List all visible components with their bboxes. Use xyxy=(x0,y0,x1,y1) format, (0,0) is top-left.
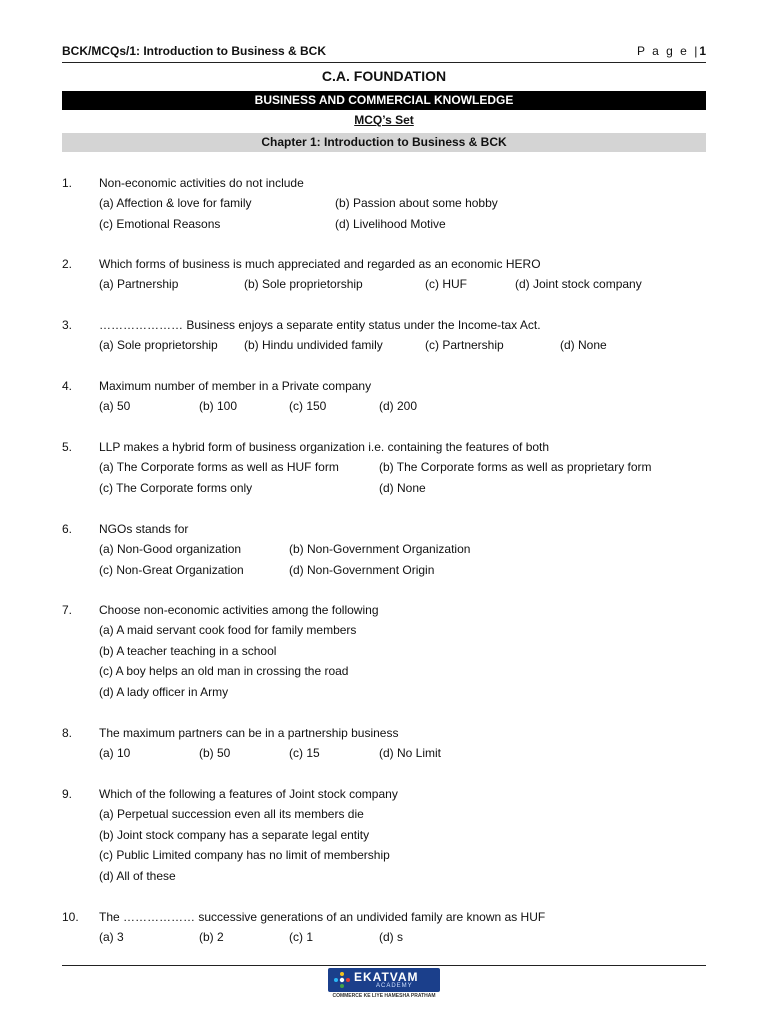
question-number: 7. xyxy=(62,603,73,617)
question-text: Which of the following a features of Joint stock company xyxy=(99,787,398,801)
option-b: (b) 2 xyxy=(199,930,224,944)
option-d: (d) 200 xyxy=(379,399,418,413)
option-d: (d) All of these xyxy=(99,869,176,883)
question-number: 9. xyxy=(62,787,73,801)
option-d: (d) No Limit xyxy=(379,746,442,760)
question-text: LLP makes a hybrid form of business organization i.e. containing the features of both xyxy=(99,440,550,454)
logo-tagline: COMMERCE KE LIYE HAMESHA PRATHAM xyxy=(332,993,436,999)
option-a: (a) 10 xyxy=(99,746,131,760)
option-d: (d) None xyxy=(379,481,426,495)
option-d: (d) A lady officer in Army xyxy=(99,685,229,699)
question-number: 10. xyxy=(62,910,79,924)
logo-name: EKATVAM xyxy=(354,970,419,984)
option-c: (c) Public Limited company has no limit of membership xyxy=(99,848,390,862)
option-a: (a) 3 xyxy=(99,930,124,944)
option-b: (b) The Corporate forms as well as proprietary form xyxy=(379,460,652,474)
footer-divider xyxy=(62,965,706,966)
question-text: Maximum number of member in a Private company xyxy=(99,379,372,393)
option-d: (d) Joint stock company xyxy=(515,277,642,291)
option-c: (c) Partnership xyxy=(425,338,504,352)
question-text: Which forms of business is much appreciated and regarded as an economic HERO xyxy=(99,257,541,271)
option-a: (a) Partnership xyxy=(99,277,179,291)
option-c: (c) A boy helps an old man in crossing the road xyxy=(99,664,349,678)
chapter-banner: Chapter 1: Introduction to Business & BCK xyxy=(62,133,706,152)
question-text: NGOs stands for xyxy=(99,522,189,536)
question-number: 6. xyxy=(62,522,73,536)
option-c: (c) 150 xyxy=(289,399,327,413)
question-text: The maximum partners can be in a partnership business xyxy=(99,726,399,740)
option-a: (a) Perpetual succession even all its members die xyxy=(99,807,364,821)
option-c: (c) 1 xyxy=(289,930,313,944)
option-b: (b) A teacher teaching in a school xyxy=(99,644,277,658)
page-number: P a g e |1 xyxy=(637,44,706,58)
question-number: 1. xyxy=(62,176,73,190)
ekatvam-logo xyxy=(328,968,440,1002)
logo-badge xyxy=(328,968,440,992)
option-a: (a) 50 xyxy=(99,399,131,413)
document-page xyxy=(62,0,706,1024)
option-a: (a) Affection & love for family xyxy=(99,196,252,210)
question-text: The ……………… successive generations of an undivided family are known as HUF xyxy=(99,910,546,924)
subject-banner: BUSINESS AND COMMERCIAL KNOWLEDGE xyxy=(62,91,706,110)
option-b: (b) 50 xyxy=(199,746,231,760)
question-number: 4. xyxy=(62,379,73,393)
header-title: BCK/MCQs/1: Introduction to Business & BCK xyxy=(62,44,327,58)
question-text: Choose non-economic activities among the following xyxy=(99,603,379,617)
option-d: (d) Non-Government Origin xyxy=(289,563,435,577)
question-number: 8. xyxy=(62,726,73,740)
question-number: 2. xyxy=(62,257,73,271)
option-b: (b) 100 xyxy=(199,399,238,413)
header-divider xyxy=(62,62,706,63)
option-d: (d) None xyxy=(560,338,607,352)
question-number: 3. xyxy=(62,318,73,332)
logo-sub: ACADEMY xyxy=(376,983,413,989)
option-b: (b) Passion about some hobby xyxy=(335,196,498,210)
question-number: 5. xyxy=(62,440,73,454)
option-a: (a) Sole proprietorship xyxy=(99,338,218,352)
option-c: (c) HUF xyxy=(425,277,467,291)
option-b: (b) Hindu undivided family xyxy=(244,338,383,352)
logo-mark-icon xyxy=(333,971,351,989)
option-d: (d) Livelihood Motive xyxy=(335,217,446,231)
set-label: MCQ’s Set xyxy=(354,113,414,127)
option-c: (c) Non-Great Organization xyxy=(99,563,244,577)
option-a: (a) Non-Good organization xyxy=(99,542,242,556)
option-a: (a) The Corporate forms as well as HUF form xyxy=(99,460,339,474)
question-text: Non-economic activities do not include xyxy=(99,176,304,190)
option-d: (d) s xyxy=(379,930,403,944)
option-b: (b) Non-Government Organization xyxy=(289,542,471,556)
question-text: ………………… Business enjoys a separate entity status under the Income-tax Act. xyxy=(99,318,541,332)
option-b: (b) Joint stock company has a separate legal entity xyxy=(99,828,370,842)
option-b: (b) Sole proprietorship xyxy=(244,277,363,291)
option-c: (c) Emotional Reasons xyxy=(99,217,221,231)
option-c: (c) The Corporate forms only xyxy=(99,481,253,495)
option-a: (a) A maid servant cook food for family members xyxy=(99,623,357,637)
option-c: (c) 15 xyxy=(289,746,320,760)
doc-title: C.A. FOUNDATION xyxy=(321,68,447,84)
